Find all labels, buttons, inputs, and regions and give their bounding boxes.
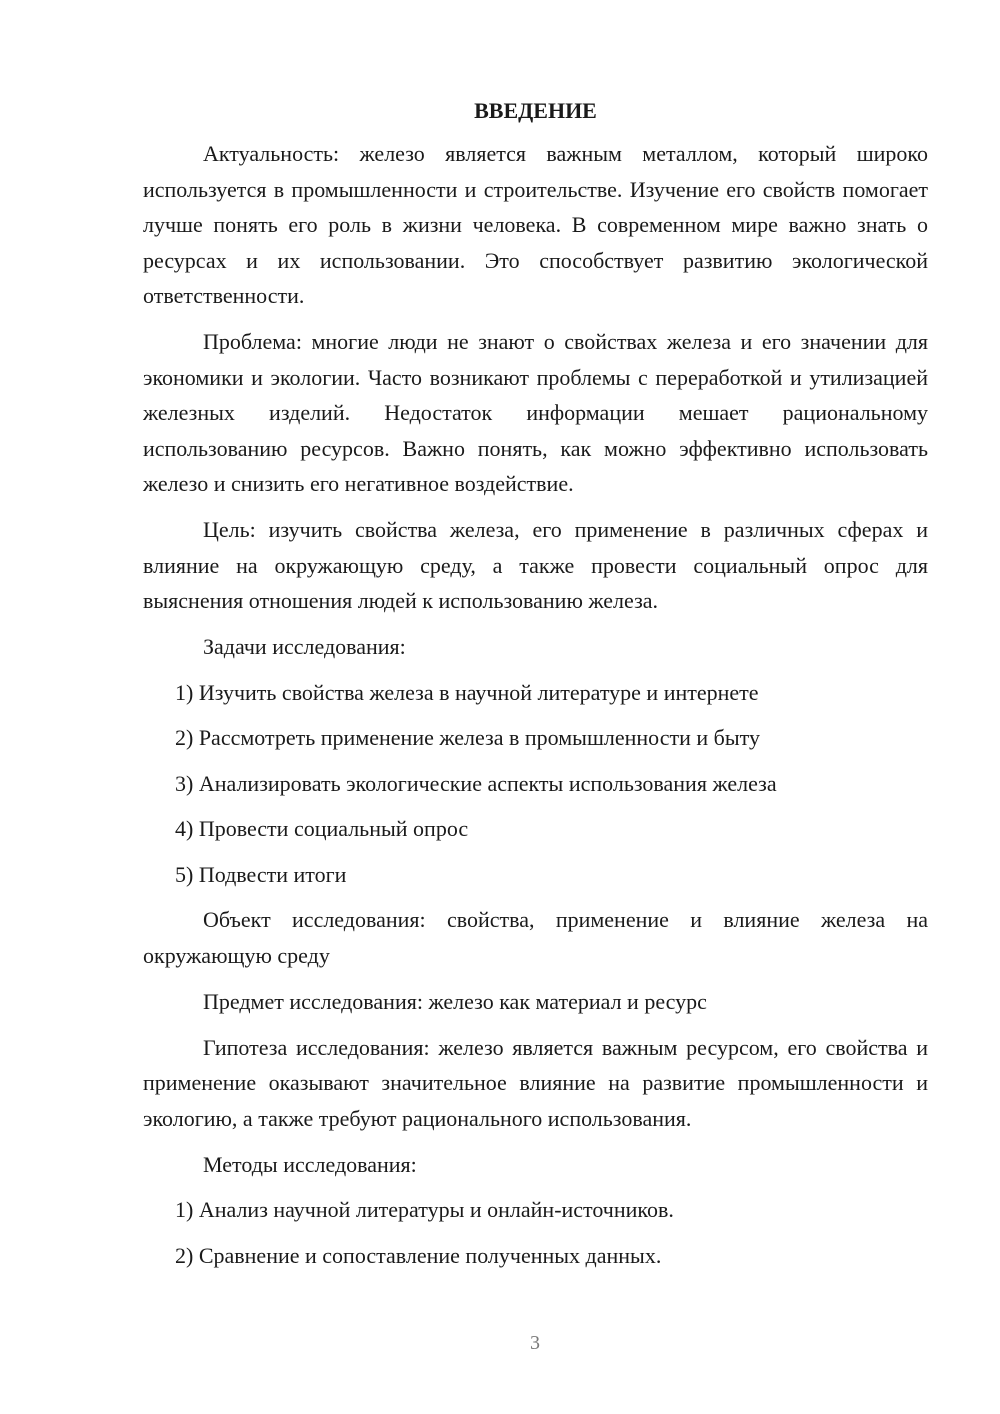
page-number: 3 — [530, 1332, 540, 1354]
relevance-paragraph: Актуальность: железо является важным металлом, который широко используется в промышленности и строительстве. Изучение его свойств помогает лучше понять его роль в жизни человека. В современном мире важно знать о ресурсах и их использовании. Это способствует развитию экологической ответственности. — [143, 141, 928, 308]
hypothesis-paragraph: Гипотеза исследования: железо является важным ресурсом, его свойства и применение оказывают значительное влияние на развитие промышленности и экологию, а также требуют рационального использования. — [143, 1034, 928, 1131]
subject-paragraph: Предмет исследования: железо как материал и ресурс — [203, 988, 707, 1014]
task-item: 1) Изучить свойства железа в научной литературе и интернете — [175, 679, 759, 705]
goal-paragraph: Цель: изучить свойства железа, его применение в различных сферах и влияние на окружающую среду, а также провести социальный опрос для выяснения отношения людей к использованию железа. — [143, 517, 928, 613]
task-item: 4) Провести социальный опрос — [175, 816, 469, 841]
problem-paragraph: Проблема: многие люди не знают о свойствах железа и его значении для экономики и экологии. Часто возникают проблемы с переработкой и утилизацией железных изделий. Недостаток информации мешает рациональному использованию ресурсов. Важно понять, как можно эффективно использовать железо и снизить его негативное воздействие. — [143, 329, 928, 496]
method-item: 2) Сравнение и сопоставление полученных данных. — [175, 1242, 662, 1268]
tasks-heading: Задачи исследования: — [203, 634, 406, 659]
task-item: 5) Подвести итоги — [175, 861, 347, 887]
task-item: 3) Анализировать экологические аспекты использования железа — [175, 770, 777, 796]
object-paragraph: Объект исследования: свойства, применение и влияние железа на окружающую среду — [143, 907, 928, 968]
page-title: ВВЕДЕНИЕ — [474, 98, 597, 123]
task-item: 2) Рассмотреть применение железа в промышленности и быту — [175, 725, 760, 750]
document-page — [143, 96, 928, 1283]
methods-heading: Методы исследования: — [203, 1151, 417, 1177]
method-item: 1) Анализ научной литературы и онлайн-источников. — [175, 1197, 674, 1222]
